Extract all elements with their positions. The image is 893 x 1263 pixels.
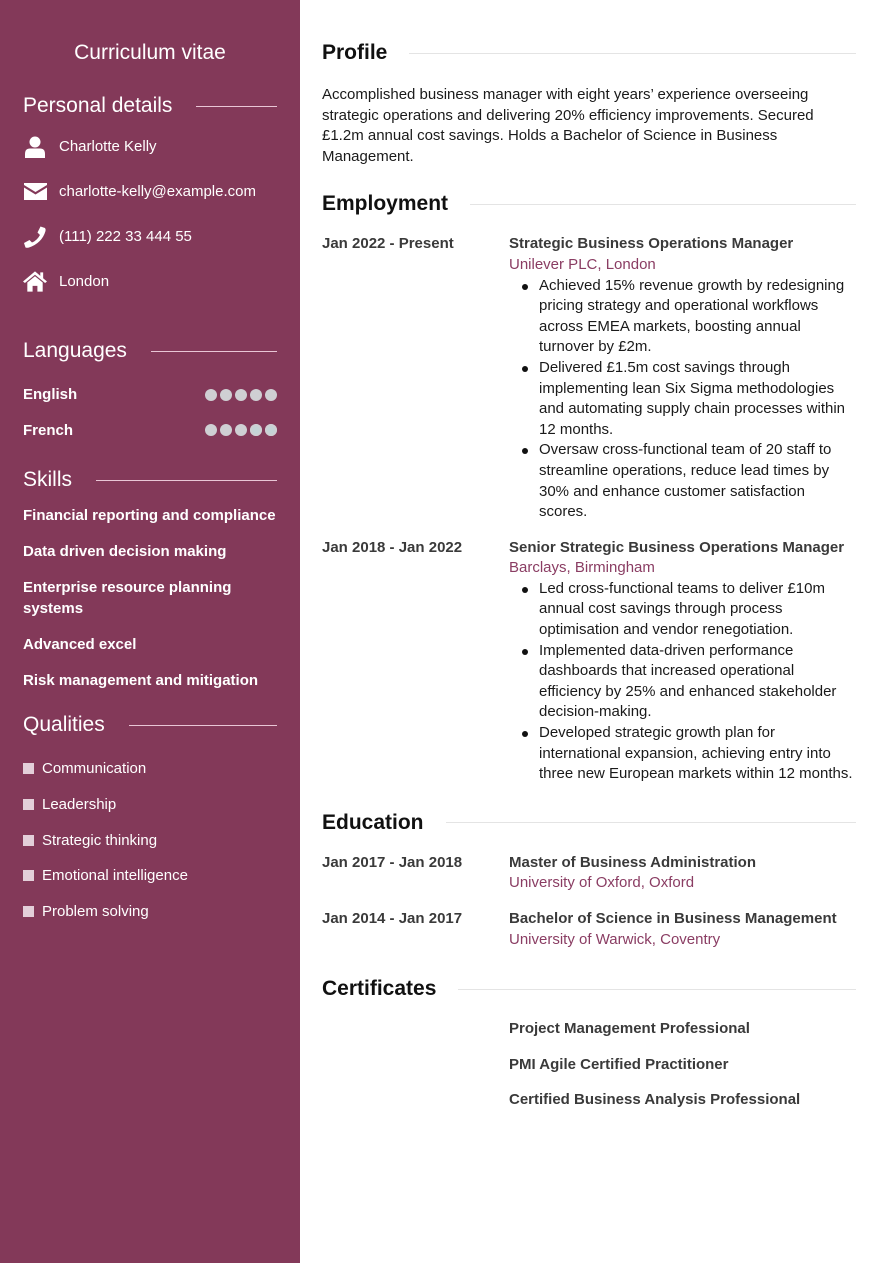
heading-divider <box>409 53 856 54</box>
square-bullet-icon <box>23 870 34 881</box>
profile-heading <box>322 41 856 65</box>
personal-detail-location <box>23 259 277 304</box>
skill-item: Enterprise resource planning systems <box>23 579 232 617</box>
employment-heading <box>322 192 856 216</box>
skill-item: Advanced excel <box>23 635 137 653</box>
entry-body <box>509 538 856 785</box>
education-section <box>322 811 856 950</box>
language-rating <box>205 424 277 436</box>
achievement-list <box>509 276 856 523</box>
entry-date: Jan 2017 - Jan 2018 <box>322 853 463 871</box>
quality-text: Emotional intelligence <box>42 867 188 885</box>
certificate-item: Project Management Professional <box>509 1020 750 1038</box>
education-entry <box>322 909 856 950</box>
skills-heading <box>23 468 277 492</box>
quality-item <box>23 787 277 823</box>
qualities-heading-text: Qualities <box>23 713 105 736</box>
profile-section <box>322 41 856 167</box>
degree-title: Bachelor of Science in Business Management <box>509 910 837 927</box>
heading-divider <box>458 989 856 990</box>
language-name: French <box>23 421 74 439</box>
rating-dot-filled <box>205 389 217 401</box>
heading-divider <box>129 725 277 726</box>
square-bullet-icon <box>23 799 34 810</box>
education-heading-text: Education <box>322 810 424 834</box>
institution: University of Warwick, Coventry <box>509 930 721 948</box>
certificate-item: PMI Agile Certified Practitioner <box>509 1055 729 1073</box>
certificate-item: Certified Business Analysis Professional <box>509 1091 801 1109</box>
employer: Barclays, Birmingham <box>509 559 655 577</box>
languages-heading <box>23 339 277 363</box>
quality-item <box>23 858 277 894</box>
quality-text: Strategic thinking <box>42 831 158 849</box>
personal-detail-name <box>23 124 277 169</box>
skill-item: Risk management and mitigation <box>23 671 259 689</box>
language-rating <box>205 389 277 401</box>
achievement-item: Implemented data-driven performance dashboards that increased operational efficiency by 25% and enhanced stakeholder decision-making. <box>539 641 856 723</box>
rating-dot-filled <box>250 389 262 401</box>
heading-divider <box>196 106 277 107</box>
rating-dot-filled <box>220 424 232 436</box>
language-item <box>23 413 277 449</box>
languages-list <box>23 377 277 448</box>
home-icon <box>23 270 47 294</box>
envelope-icon <box>23 180 47 204</box>
language-name: English <box>23 386 78 404</box>
employment-section <box>322 192 856 784</box>
personal-detail-email <box>23 169 277 214</box>
square-bullet-icon <box>23 835 34 846</box>
certificates-section <box>322 977 856 1111</box>
entry-body <box>509 909 856 950</box>
rating-dot-empty <box>265 424 277 436</box>
skill-item: Data driven decision making <box>23 543 227 560</box>
square-bullet-icon <box>23 763 34 774</box>
job-title: Senior Strategic Business Operations Manager <box>509 538 845 556</box>
profile-text: Accomplished business manager with eight years’ experience overseeing strategic operations and delivering 20% efficiency improvements. Secured £1.2m annual cost savings. Holds a Bachelor of Science in Business Management. <box>322 86 814 165</box>
skill-item: Financial reporting and compliance <box>23 507 276 524</box>
skills-list <box>23 506 277 691</box>
heading-divider <box>151 351 277 352</box>
quality-text: Leadership <box>42 796 117 814</box>
skills-heading-text: Skills <box>23 468 73 491</box>
entry-body <box>509 853 856 894</box>
entry-date: Jan 2022 - Present <box>322 235 454 253</box>
quality-item <box>23 822 277 858</box>
heading-divider <box>96 480 277 481</box>
rating-dot-filled <box>265 389 277 401</box>
qualities-heading <box>23 713 277 737</box>
square-bullet-icon <box>23 906 34 917</box>
entry-date: Jan 2018 - Jan 2022 <box>322 538 463 556</box>
achievement-list <box>509 579 856 785</box>
achievement-item: Delivered £1.5m cost savings through implementing lean Six Sigma methodologies and automating supply chain processes within 12 months. <box>539 358 856 440</box>
sidebar <box>0 0 300 1263</box>
certificates-heading <box>322 977 856 1001</box>
qualities-list <box>23 751 277 929</box>
rating-dot-filled <box>205 424 217 436</box>
entry-body <box>509 234 856 522</box>
employment-entry <box>322 538 856 785</box>
quality-item <box>23 894 277 930</box>
personal-detail-phone <box>23 214 277 259</box>
personal-detail-text[interactable]: charlotte-kelly@example.com <box>59 183 256 200</box>
achievement-item: Developed strategic growth plan for international expansion, achieving entry into three new European markets within 12 months. <box>539 723 856 785</box>
employment-entry <box>322 234 856 522</box>
heading-divider <box>470 204 856 205</box>
personal-detail-text: London <box>59 273 110 290</box>
achievement-item: Led cross-functional teams to deliver £10m annual cost savings through process optimisation and vendor renegotiation. <box>539 579 856 641</box>
phone-icon <box>23 225 47 249</box>
entry-date: Jan 2014 - Jan 2017 <box>322 910 463 927</box>
personal-detail-text: (111) 222 33 444 55 <box>59 228 192 245</box>
languages-heading-text: Languages <box>23 339 127 362</box>
rating-dot-filled <box>235 389 247 401</box>
quality-text: Problem solving <box>42 903 149 921</box>
main-content <box>322 0 856 1126</box>
rating-dot-empty <box>250 424 262 436</box>
quality-item <box>23 751 277 787</box>
user-icon <box>23 135 47 159</box>
certificates-list <box>322 1019 856 1111</box>
personal-details-heading-text: Personal details <box>23 94 173 117</box>
achievement-item: Achieved 15% revenue growth by redesigning pricing strategy and operational workflows across EMEA markets, boosting annual turnover by £2m. <box>539 276 856 358</box>
language-item <box>23 377 277 413</box>
cv-title: Curriculum vitae <box>74 41 226 64</box>
personal-details-list <box>23 124 277 304</box>
achievement-item: Oversaw cross-functional team of 20 staff to streamline operations, reduce lead times by 30% and enhance customer satisfaction scores. <box>539 440 856 522</box>
rating-dot-filled <box>235 424 247 436</box>
employer: Unilever PLC, London <box>509 255 656 273</box>
personal-detail-text: Charlotte Kelly <box>59 138 157 155</box>
personal-details-heading <box>23 94 277 118</box>
rating-dot-filled <box>220 389 232 401</box>
degree-title: Master of Business Administration <box>509 853 756 871</box>
heading-divider <box>446 822 856 823</box>
education-heading <box>322 811 856 835</box>
education-entry <box>322 853 856 894</box>
quality-text: Communication <box>42 760 147 778</box>
profile-heading-text: Profile <box>322 41 388 64</box>
institution: University of Oxford, Oxford <box>509 874 695 892</box>
employment-heading-text: Employment <box>322 192 449 216</box>
job-title: Strategic Business Operations Manager <box>509 235 794 253</box>
certificates-heading-text: Certificates <box>322 977 437 1001</box>
